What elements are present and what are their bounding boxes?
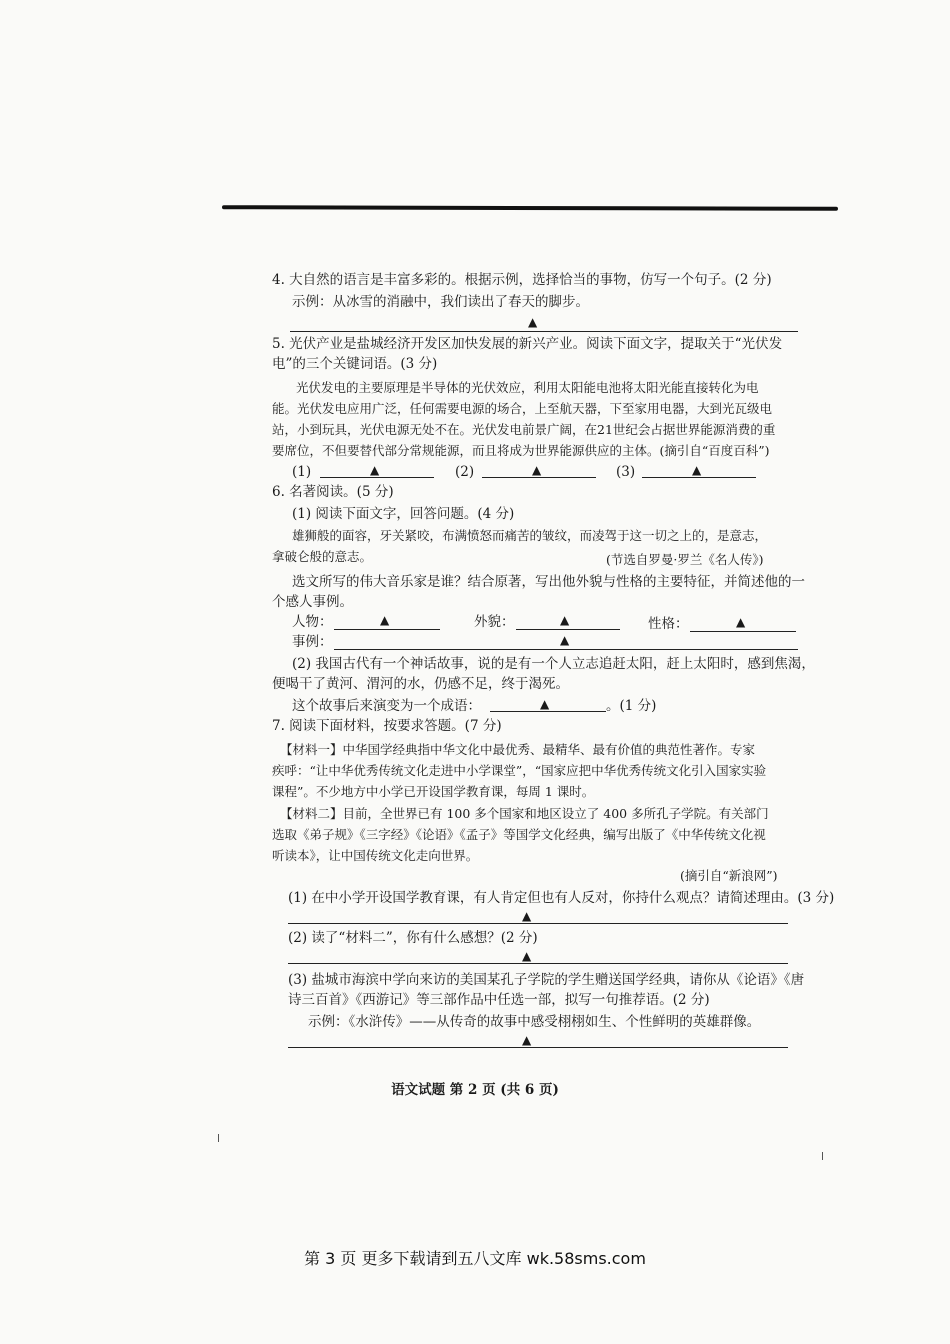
scan-mark-left xyxy=(218,1134,219,1142)
q6-look-input[interactable] xyxy=(516,628,620,630)
q6-sub1: (1) 阅读下面文字，回答问题。(4 分) xyxy=(292,506,515,522)
answer-mark: ▲ xyxy=(540,697,550,711)
q7-sub3-1: (3) 盐城市海滨中学向来访的美国某孔子学院的学生赠送国学经典，请你从《论语》《唐 xyxy=(288,972,805,988)
q5-passage-4: 要席位，不但要替代部分常规能源，而且将成为世界能源供应的主体。(摘引自“百度百科”) xyxy=(272,443,770,458)
q5-label-3: (3) xyxy=(616,464,636,480)
q7-answer-3[interactable] xyxy=(288,1046,788,1048)
answer-mark: ▲ xyxy=(370,463,380,477)
answer-mark: ▲ xyxy=(522,1033,532,1047)
q7-sub2: (2) 读了“材料二”，你有什么感想？(2 分) xyxy=(288,930,538,946)
q5-passage-1: 光伏发电的主要原理是半导体的光伏效应，利用太阳能电池将太阳光能直接转化为电 xyxy=(296,380,759,395)
q4-answer-line[interactable] xyxy=(290,330,798,332)
q7-stem: 7. 阅读下面材料，按要求答题。(7 分) xyxy=(272,718,502,734)
q5-passage-3: 站，小到玩具，光伏电源无处不在。光伏发电前景广阔，在21世纪会占据世界能源消费的重 xyxy=(272,422,776,437)
q6-look-label: 外貌： xyxy=(474,614,515,630)
q7-material2-1: 【材料二】目前，全世界已有 100 多个国家和地区设立了 400 多所孔子学院。有关部门 xyxy=(280,806,769,821)
q6-person-label: 人物： xyxy=(292,614,333,630)
scan-mark-right xyxy=(822,1152,823,1160)
q6-sub2-2: 便喝干了黄河、渭河的水，仍感不足，终于渴死。 xyxy=(272,676,569,692)
page-number: 语文试题 第 2 页 (共 6 页) xyxy=(391,1082,559,1098)
q7-sub3-example: 示例：《水浒传》——从传奇的故事中感受栩栩如生、个性鲜明的英雄群像。 xyxy=(308,1014,761,1030)
q6-ask-2: 个感人事例。 xyxy=(272,594,353,610)
q5-label-2: (2) xyxy=(455,464,475,480)
q6-quote-2: 拿破仑般的意志。 xyxy=(272,549,373,564)
download-footer: 第 3 页 更多下载请到五八文库 wk.58sms.com xyxy=(304,1249,646,1268)
q5-passage-2: 能。光伏发电应用广泛，任何需要电源的场合，上至航天器，下至家用电器，大到光瓦级电 xyxy=(272,401,773,416)
answer-mark: ▲ xyxy=(522,949,532,963)
q6-event-label: 事例： xyxy=(292,634,333,650)
q6-idiom-label: 这个故事后来演变为一个成语： xyxy=(292,698,481,714)
q7-answer-2[interactable] xyxy=(288,962,788,964)
answer-mark: ▲ xyxy=(532,463,542,477)
q7-material1-2: 疾呼：“让中华优秀传统文化走进中小学课堂”，“国家应把中华优秀传统文化引入国家实验 xyxy=(272,763,767,778)
q6-sub2-1: (2) 我国古代有一个神话故事，说的是有一个人立志追赶太阳，赶上太阳时，感到焦渴， xyxy=(292,656,815,672)
q6-ask-1: 选文所写的伟大音乐家是谁？结合原著，写出他外貌与性格的主要特征，并简述他的一 xyxy=(292,574,805,590)
q6-stem: 6. 名著阅读。(5 分) xyxy=(272,484,394,500)
answer-mark: ▲ xyxy=(380,613,390,627)
q7-sub1: (1) 在中小学开设国学教育课，有人肯定但也有人反对，你持什么观点？请简述理由。(3 分) xyxy=(288,890,835,906)
q6-person-input[interactable] xyxy=(334,628,440,630)
q6-source: (节选自罗曼·罗兰《名人传》) xyxy=(606,552,764,567)
q7-source: (摘引自“新浪网”) xyxy=(680,868,778,883)
q6-character-input[interactable] xyxy=(690,630,796,632)
q5-stem-2: 电”的三个关键词语。(3 分) xyxy=(272,356,438,372)
q7-material2-3: 听读本》，让中国传统文化走向世界。 xyxy=(272,848,479,863)
q5-stem-1: 5. 光伏产业是盐城经济开发区加快发展的新兴产业。阅读下面文字，提取关于“光伏发 xyxy=(272,336,783,352)
answer-mark: ▲ xyxy=(560,613,570,627)
q7-material2-2: 选取《弟子规》《三字经》《论语》《孟子》等国学文化经典，编写出版了《中华传统文化视 xyxy=(272,827,766,842)
q6-idiom-score: 。(1 分) xyxy=(606,698,657,714)
answer-mark: ▲ xyxy=(528,315,538,329)
q7-answer-1[interactable] xyxy=(288,922,788,924)
answer-mark: ▲ xyxy=(692,463,702,477)
q7-material1-3: 课程”。不少地方中小学已开设国学教育课，每周 1 课时。 xyxy=(272,784,595,799)
answer-mark: ▲ xyxy=(560,633,570,647)
q6-character-label: 性格： xyxy=(648,616,689,632)
q7-sub3-2: 诗三百首》《西游记》等三部作品中任选一部，拟写一句推荐语。(2 分) xyxy=(288,992,710,1008)
q6-event-input[interactable] xyxy=(334,648,798,650)
answer-mark: ▲ xyxy=(522,909,532,923)
q6-quote-1: 雄狮般的面容，牙关紧咬，布满愤怒而痛苦的皱纹，而凌驾于这一切之上的，是意志， xyxy=(292,528,768,543)
answer-mark: ▲ xyxy=(736,615,746,629)
q4-example: 示例：从冰雪的消融中，我们读出了春天的脚步。 xyxy=(292,294,589,310)
q5-label-1: (1) xyxy=(292,464,312,480)
q4-stem: 4. 大自然的语言是丰富多彩的。根据示例，选择恰当的事物，仿写一个句子。(2 分) xyxy=(272,272,772,288)
q7-material1-1: 【材料一】中华国学经典指中华文化中最优秀、最精华、最有价值的典范性著作。专家 xyxy=(280,742,756,757)
